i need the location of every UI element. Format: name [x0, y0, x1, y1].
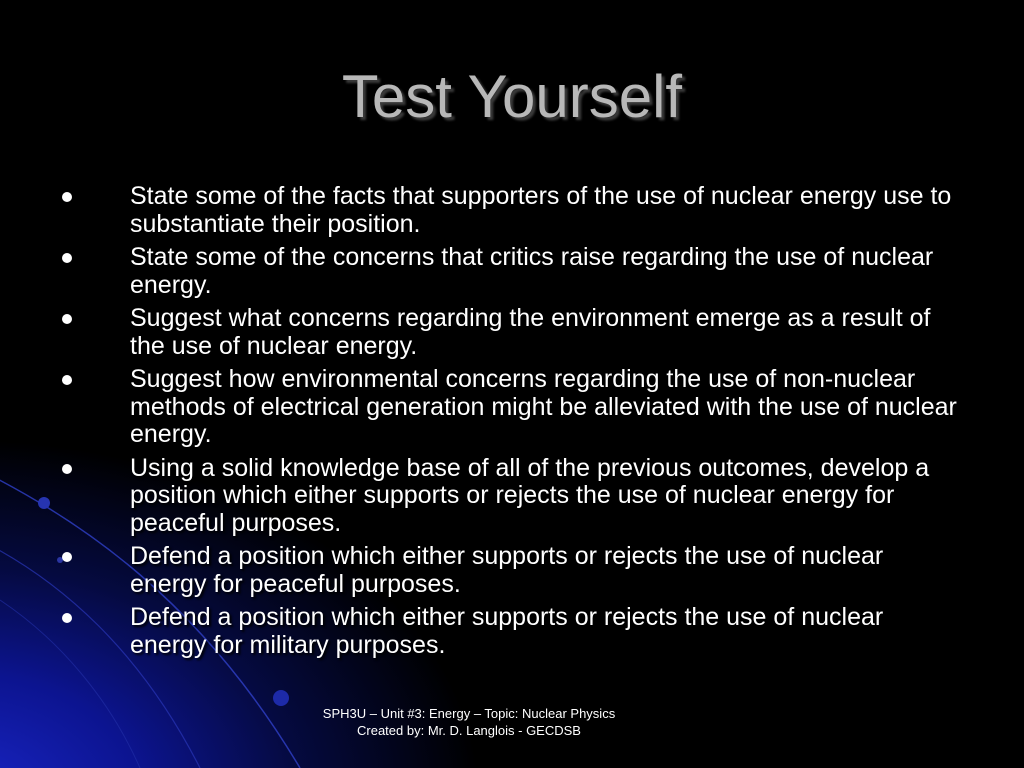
bullet-item — [62, 244, 962, 299]
bullet-list — [62, 183, 962, 665]
footer-author-line: Created by: Mr. D. Langlois - GECDSB — [357, 723, 581, 738]
slide-title: Test Yourself — [341, 63, 683, 130]
footer-course-line: SPH3U – Unit #3: Energy – Topic: Nuclear Physics — [322, 706, 616, 721]
bullet-icon — [62, 552, 72, 562]
bullet-text: State some of the concerns that critics raise regarding the use of nuclear energy. — [130, 243, 934, 299]
bullet-text: Defend a position which either supports or rejects the use of nuclear energy for peaceful purposes. — [130, 542, 884, 598]
bullet-text: State some of the facts that supporters of the use of nuclear energy use to substantiate their position. — [130, 182, 952, 238]
bullet-icon — [62, 375, 72, 385]
bullet-icon — [62, 613, 72, 623]
bullet-item — [62, 604, 962, 659]
bullet-item — [62, 455, 962, 538]
bullet-text: Suggest what concerns regarding the environment emerge as a result of the use of nuclear energy. — [130, 304, 931, 360]
bullet-icon — [62, 253, 72, 263]
bullet-text: Defend a position which either supports or rejects the use of nuclear energy for military purposes. — [130, 603, 884, 659]
swoosh-dot — [273, 690, 289, 706]
slide-footer — [0, 705, 938, 739]
bullet-item — [62, 366, 962, 449]
bullet-item — [62, 305, 962, 360]
bullet-item — [62, 543, 962, 598]
bullet-icon — [62, 192, 72, 202]
bullet-item — [62, 183, 962, 238]
bullet-text: Suggest how environmental concerns regarding the use of non-nuclear methods of electrical generation might be alleviated with the use of nuclear energy. — [130, 365, 957, 448]
bullet-icon — [62, 464, 72, 474]
bullet-text: Using a solid knowledge base of all of the previous outcomes, develop a position which either supports or rejects the use of nuclear energy for peaceful purposes. — [130, 453, 930, 537]
bullet-icon — [62, 314, 72, 324]
swoosh-dot — [38, 497, 50, 509]
